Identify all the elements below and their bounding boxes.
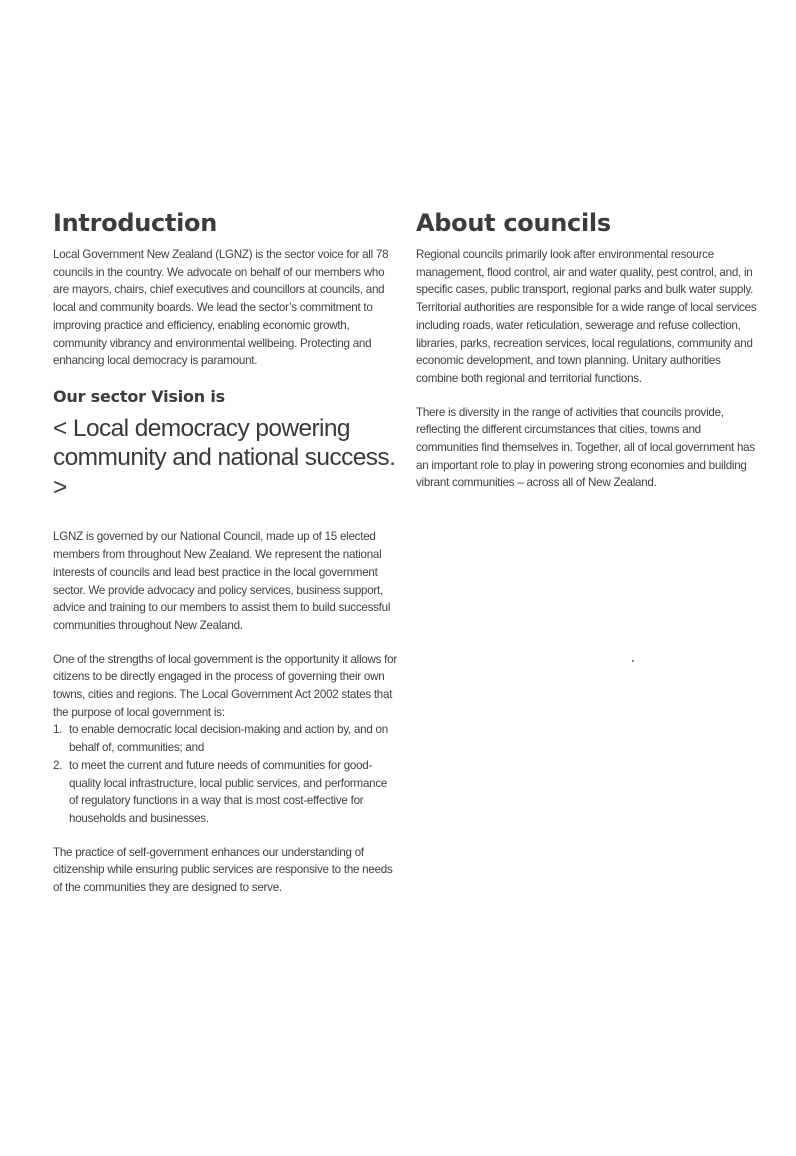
list-item-number: 2. [53,758,63,772]
introduction-paragraph: Local Government New Zealand (LGNZ) is the sector voice for all 78 councils in the country. We advocate on behalf of our members who are mayors, chairs, chief executives and councillors at councils, and local and community boards. We lead the sector’s commitment to improving practice and efficiency, enabling economic growth, community vibrancy and environmental wellbeing. Protecting and enhancing local democracy is paramount. [53,248,389,368]
governance-paragraph-3: The practice of self-government enhances our understanding of citizenship while ensuring public services are responsive to the needs of the communities they are designed to serve. [53,845,393,895]
list-item-text: to meet the current and future needs of communities for good-quality local infrastructure, local public services, and performance of regulatory functions in a way that is most cost-effective for households and businesses. [69,758,388,825]
vision-quote: < Local democracy powering community and national success. > [53,414,396,501]
introduction-heading: Introduction [53,209,217,237]
list-item [53,721,398,756]
list-item-number: 1. [53,723,63,737]
scan-speck [632,660,634,662]
left-column [53,208,398,897]
about-councils-paragraph-2: There is diversity in the range of activities that councils provide, reflecting the different circumstances that cities, towns and communities find themselves in. Together, all of local government has an important role to play in powering strong economies and building vibrant communities – across all of New Zealand. [416,405,755,490]
list-item-text: to enable democratic local decision-making and action by, and on behalf of, communities; and [69,723,388,755]
about-councils-heading: About councils [416,209,611,237]
about-councils-paragraph-1: Regional councils primarily look after environmental resource management, flood control, air and water quality, pest control, and, in specific cases, public transport, regional parks and bulk water supply. Territorial authorities are responsible for a wide range of local services including roads, water reticulation, sewerage and refuse collection, libraries, parks, recreation services, local regulations, community and economic development, and town planning. Unitary authorities combine both regional and territorial functions. [416,248,757,385]
governance-paragraph-1: LGNZ is governed by our National Council, made up of 15 elected members from throughout New Zealand. We represent the national interests of councils and lead best practice in the local government sector. We provide advocacy and policy services, business support, advice and training to our members to assist them to build successful communities throughout New Zealand. [53,530,391,632]
vision-label: Our sector Vision is [53,386,225,406]
right-column [416,208,761,492]
governance-paragraph-2: One of the strengths of local government is the opportunity it allows for citizens to be directly engaged in the process of governing their own towns, cities and regions. The Local Government Act 2002 states that the purpose of local government is: [53,652,397,719]
list-item [53,757,398,828]
purpose-list [53,721,398,827]
